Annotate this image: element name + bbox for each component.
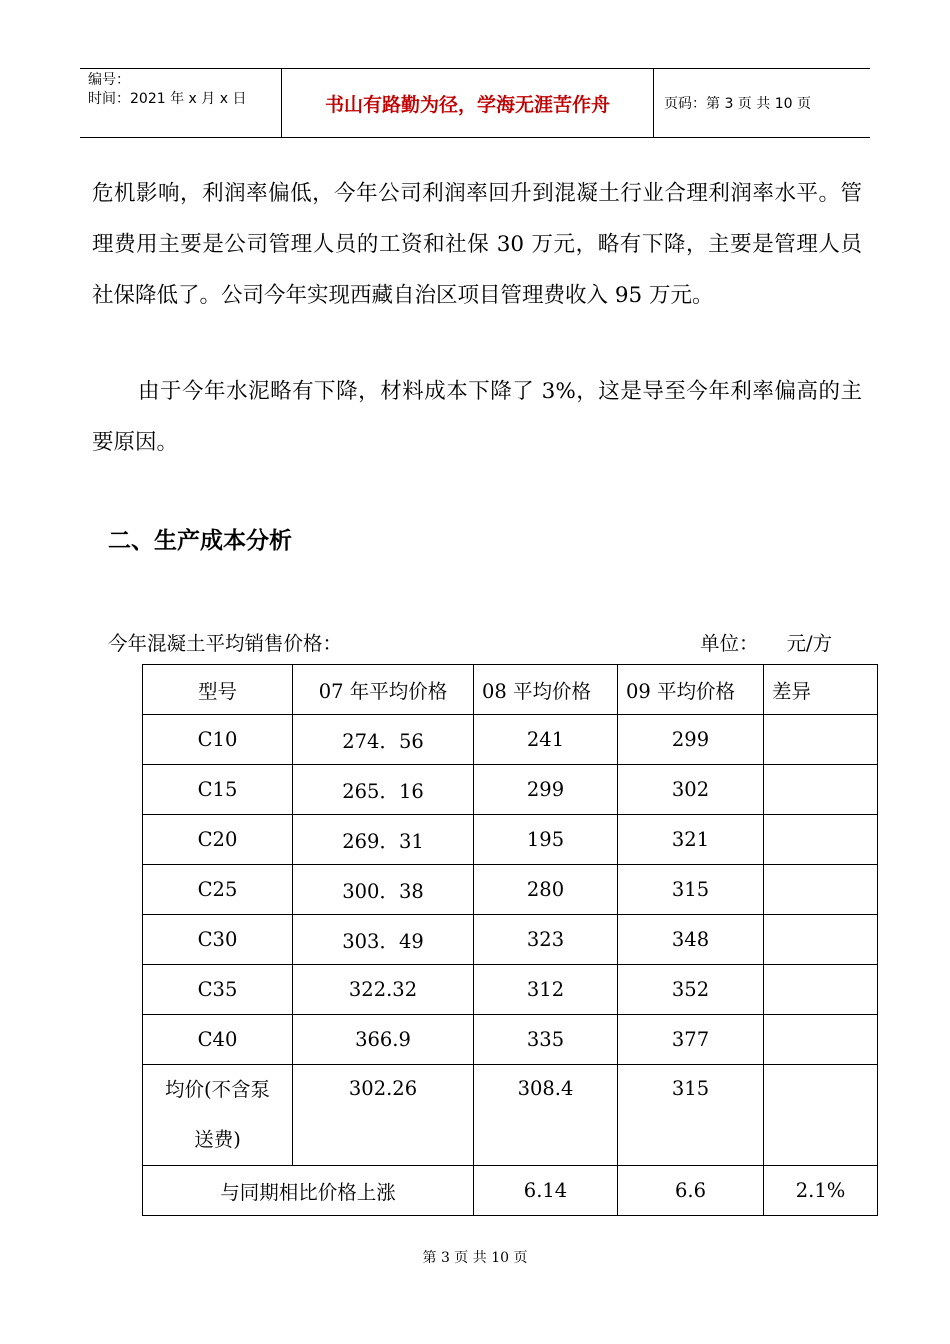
average-label-cell [143,1065,293,1166]
unit-label: 单位： [700,632,759,655]
table-cell: 366.9 [293,1015,474,1065]
increase-row [143,1166,878,1216]
table-row [143,965,878,1015]
table-cell: C30 [143,915,293,965]
date-label: 时间：2021 年 x 月 x 日 [88,91,247,107]
table-cell [764,765,878,815]
table-cell: 323 [474,915,618,965]
table-cell: 302 [618,765,764,815]
table-cell [764,915,878,965]
unit-value: 元/方 [786,632,833,655]
table-cell: 241 [474,715,618,765]
page-header [80,68,870,138]
table-cell: 265．16 [293,765,474,815]
table-cell: 308.4 [474,1065,618,1166]
page-footer: 第 3 页 共 10 页 [422,1250,528,1266]
table-cell: 377 [618,1015,764,1065]
table-cell: C25 [143,865,293,915]
increase-label-cell: 与同期相比价格上涨 [143,1166,474,1216]
table-cell: 280 [474,865,618,915]
table-unit [700,628,832,656]
table-cell: 274．56 [293,715,474,765]
table-header-row [143,665,878,715]
section-heading: 二、生产成本分析 [108,528,292,554]
table-cell: 6.6 [618,1166,764,1216]
header-cell: 差异 [764,665,878,715]
header-meta [80,69,282,137]
table-cell: 352 [618,965,764,1015]
table-cell [764,865,878,915]
body-paragraph-2: 由于今年水泥略有下降，材料成本下降了 3%，这是导至今年利率偏高的主要原因。 [92,379,862,455]
table-cell: 315 [618,1065,764,1166]
table-cell [764,1065,878,1166]
average-label-line1: 均价(不含泵 [164,1078,271,1101]
table-cell: C20 [143,815,293,865]
average-row [143,1065,878,1166]
table-cell: 321 [618,815,764,865]
table-row [143,765,878,815]
table-cell: C40 [143,1015,293,1065]
table-cell: 303．49 [293,915,474,965]
header-motto: 书山有路勤为径，学海无涯苦作舟 [282,69,654,137]
table-cell [764,1015,878,1065]
average-label-line2: 送费) [194,1128,241,1151]
table-cell: 315 [618,865,764,915]
table-caption: 今年混凝土平均销售价格： [108,632,343,655]
table-cell [764,715,878,765]
table-cell [764,815,878,865]
number-label: 编号： [88,72,130,88]
table-cell: 335 [474,1015,618,1065]
table-row [143,1015,878,1065]
header-cell: 08 平均价格 [474,665,618,715]
table-row [143,815,878,865]
table-cell: 269．31 [293,815,474,865]
table-row [143,865,878,915]
table-row [143,715,878,765]
table-cell: 348 [618,915,764,965]
header-page-info: 页码：第 3 页 共 10 页 [664,96,811,112]
table-cell: 2.1% [764,1166,878,1216]
body-paragraph-1: 危机影响，利润率偏低，今年公司利润率回升到混凝土行业合理利润率水平。管理费用主要是公司管理人员的工资和社保 30 万元，略有下降，主要是管理人员社保降低了。公司今年实现西藏自治区项目管理费收入 95 万元。 [92,181,862,308]
header-cell: 07 年平均价格 [293,665,474,715]
table-cell: C35 [143,965,293,1015]
header-cell: 型号 [143,665,293,715]
table-cell: C15 [143,765,293,815]
price-table [142,664,878,1216]
table-cell: C10 [143,715,293,765]
table-cell [764,965,878,1015]
table-cell: 195 [474,815,618,865]
table-row [143,915,878,965]
table-cell: 312 [474,965,618,1015]
table-cell: 300．38 [293,865,474,915]
header-cell: 09 平均价格 [618,665,764,715]
table-cell: 299 [618,715,764,765]
table-cell: 302.26 [293,1065,474,1166]
table-cell: 6.14 [474,1166,618,1216]
table-cell: 299 [474,765,618,815]
table-cell: 322.32 [293,965,474,1015]
